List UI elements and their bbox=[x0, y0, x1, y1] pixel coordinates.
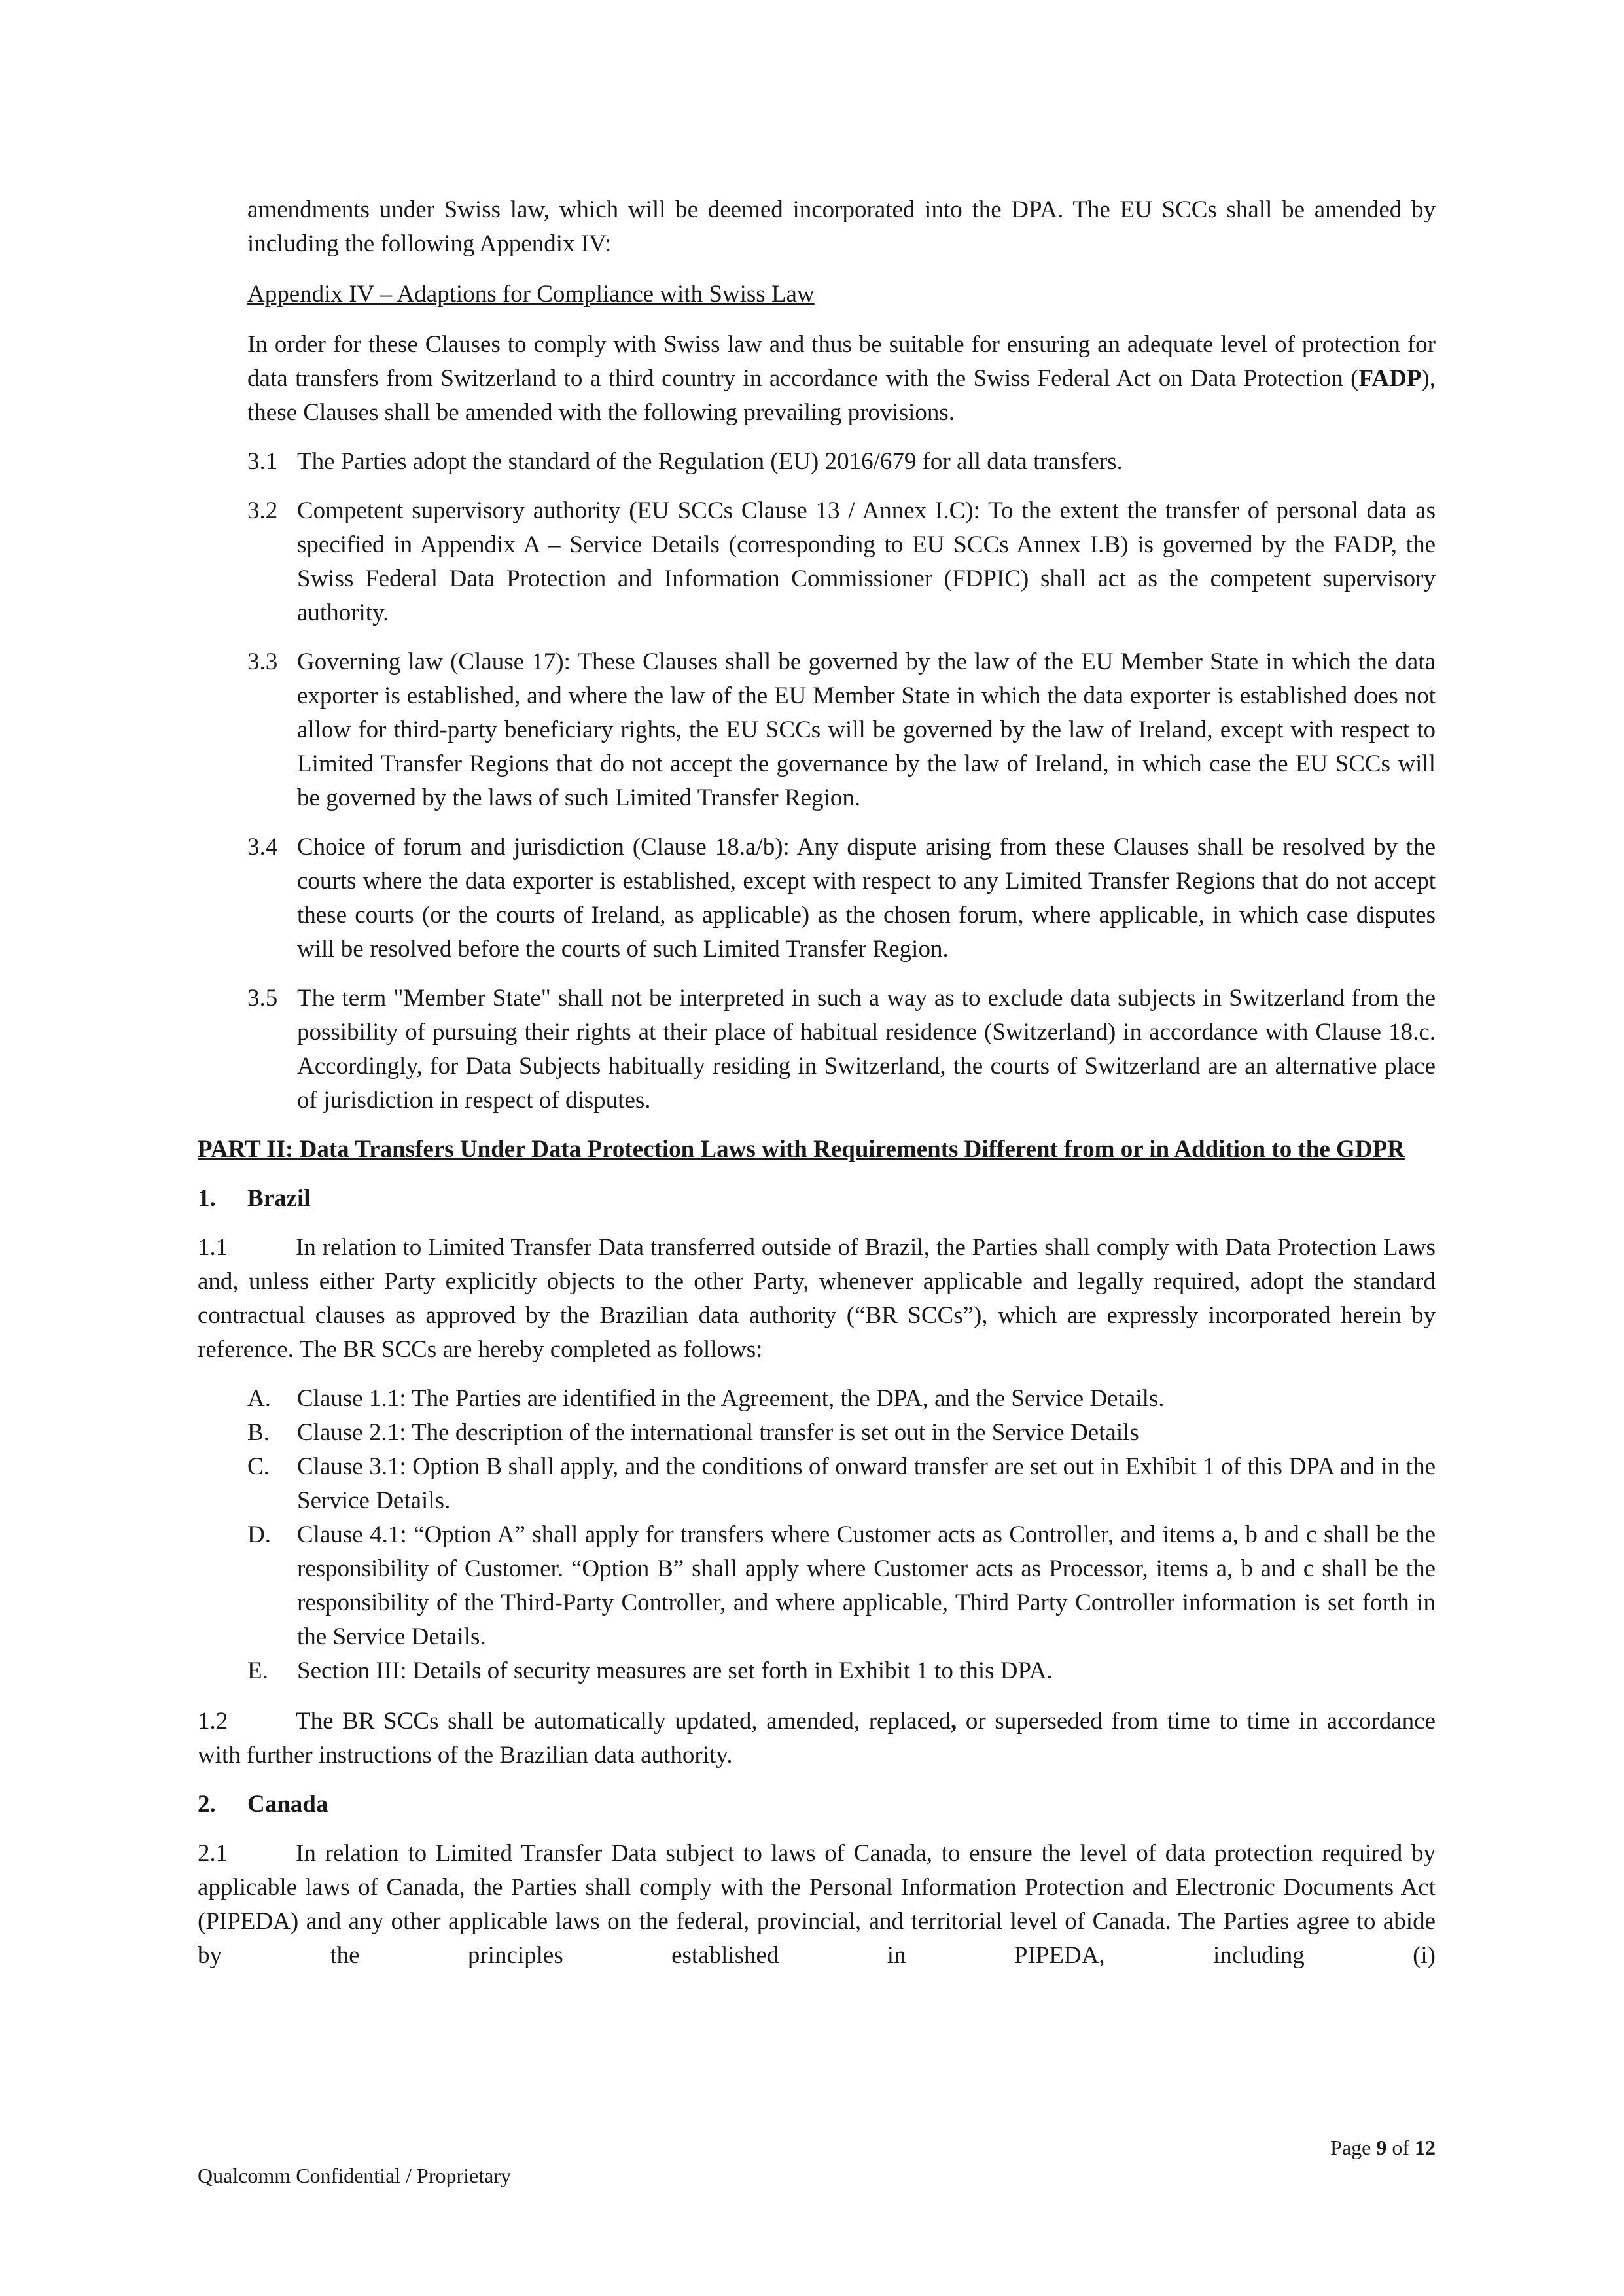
brazil-paragraph-2 bbox=[198, 1704, 1436, 1773]
item-letter: A. bbox=[247, 1385, 271, 1412]
provision-text: The Parties adopt the standard of the Regulation (EU) 2016/679 for all data transfers. bbox=[297, 448, 1123, 475]
item-text: Clause 2.1: The description of the international transfer is set out in the Service Details bbox=[297, 1419, 1139, 1446]
paragraph-text: In relation to Limited Transfer Data subject to laws of Canada, to ensure the level of data protection required by applicable laws of Canada, the Parties shall comply with the Personal Information Protection and Electronic Documents Act (PIPEDA) and any other applicable laws on the federal, provincial, and territorial level of Canada. The Parties agree to abide by the principles established in PIPEDA, including (i) bbox=[198, 1840, 1436, 1969]
item-text: Clause 1.1: The Parties are identified in the Agreement, the DPA, and the Service Details. bbox=[297, 1385, 1165, 1412]
appendix-intro-before: In order for these Clauses to comply with Swiss law and thus be suitable for ensuring an adequate level of protection for data transfers from Switzerland to a third country in accordance with the Swiss Federal Act on Data Protection ( bbox=[247, 331, 1436, 392]
provision-number: 3.1 bbox=[247, 448, 278, 475]
appendix-intro-paragraph bbox=[247, 328, 1436, 430]
page-total: 12 bbox=[1415, 2136, 1436, 2159]
confidentiality-footer: Qualcomm Confidential / Proprietary bbox=[198, 2164, 511, 2187]
section-title: Brazil bbox=[247, 1185, 311, 1212]
item-letter: D. bbox=[247, 1521, 271, 1548]
item-letter: E. bbox=[247, 1657, 268, 1684]
provision-text: The term "Member State" shall not be interpreted in such a way as to exclude data subjects in Switzerland from the possibility of pursuing their rights at their place of habitual residence (Switzerland) in accordance with Clause 18.c. Accordingly, for Data Subjects habitually residing in Switzerland, the courts of Switzerland are an alternative place of jurisdiction in respect of disputes. bbox=[297, 985, 1436, 1114]
provision-number: 3.2 bbox=[247, 497, 278, 524]
canada-heading bbox=[198, 1788, 1436, 1822]
swiss-provision-item bbox=[247, 830, 1436, 966]
provision-number: 3.5 bbox=[247, 985, 278, 1012]
paragraph-text-after: or superseded from time to time in accordance with further instructions of the Brazilian data authority. bbox=[198, 1708, 1436, 1769]
br-scc-item bbox=[247, 1518, 1436, 1654]
provision-number: 3.4 bbox=[247, 834, 278, 860]
page-number bbox=[1330, 2134, 1436, 2161]
br-scc-item bbox=[247, 1382, 1436, 1416]
intro-paragraph: amendments under Swiss law, which will be deemed incorporated into the DPA. The EU SCCs shall be amended by including the following Appendix IV: bbox=[247, 196, 1436, 257]
appendix-intro-after: ), these Clauses shall be amended with the following prevailing provisions. bbox=[247, 365, 1436, 426]
part-two-heading: PART II: Data Transfers Under Data Protection Laws with Requirements Different from or in Addition to the GDPR bbox=[198, 1136, 1405, 1163]
br-scc-item bbox=[247, 1416, 1436, 1450]
paragraph-number: 1.1 bbox=[198, 1234, 228, 1261]
appendix-title: Appendix IV – Adaptions for Compliance with Swiss Law bbox=[247, 281, 815, 308]
paragraph-number: 1.2 bbox=[198, 1708, 228, 1735]
br-scc-list bbox=[198, 1382, 1436, 1688]
brazil-heading bbox=[198, 1182, 1436, 1216]
brazil-paragraph-1 bbox=[198, 1231, 1436, 1367]
paragraph-number: 2.1 bbox=[198, 1840, 228, 1867]
swiss-provision-item bbox=[247, 494, 1436, 630]
paragraph-text-before: The BR SCCs shall be automatically updated, amended, replaced bbox=[296, 1708, 951, 1735]
document-page bbox=[198, 193, 1436, 1973]
paragraph-text: In relation to Limited Transfer Data transferred outside of Brazil, the Parties shall comply with Data Protection Laws and, unless either Party explicitly objects to the other Party, whenever applicable and legally required, adopt the standard contractual clauses as approved by the Brazilian data authority (“BR SCCs”), which are expressly incorporated herein by reference. The BR SCCs are hereby completed as follows: bbox=[198, 1234, 1436, 1363]
swiss-provision-item bbox=[247, 981, 1436, 1118]
provision-text: Choice of forum and jurisdiction (Clause 18.a/b): Any dispute arising from these Clauses shall be resolved by the courts where the data exporter is established, except with respect to any Limited Transfer Regions that do not accept these courts (or the courts of Ireland, as applicable) as the chosen forum, where applicable, in which case disputes will be resolved before the courts of such Limited Transfer Region. bbox=[297, 834, 1436, 963]
provision-number: 3.3 bbox=[247, 648, 278, 675]
item-text: Section III: Details of security measures are set forth in Exhibit 1 to this DPA. bbox=[297, 1657, 1053, 1684]
section-number: 2. bbox=[198, 1791, 216, 1818]
item-letter: C. bbox=[247, 1453, 270, 1480]
br-scc-item bbox=[247, 1654, 1436, 1688]
item-letter: B. bbox=[247, 1419, 270, 1446]
item-text: Clause 3.1: Option B shall apply, and the conditions of onward transfer are set out in Exhibit 1 of this DPA and in the Service Details. bbox=[297, 1453, 1436, 1514]
fadp-term: FADP bbox=[1358, 365, 1422, 392]
section-title: Canada bbox=[247, 1791, 328, 1818]
page-current: 9 bbox=[1376, 2136, 1387, 2159]
swiss-provision-item bbox=[247, 645, 1436, 815]
provision-text: Governing law (Clause 17): These Clauses shall be governed by the law of the EU Member State in which the data exporter is established, and where the law of the EU Member State in which the data exporter is established does not allow for third-party beneficiary rights, the EU SCCs will be governed by the law of Ireland, except with respect to Limited Transfer Regions that do not accept the governance by the law of Ireland, in which case the EU SCCs will be governed by the laws of such Limited Transfer Region. bbox=[297, 648, 1436, 811]
swiss-provisions-list bbox=[247, 445, 1436, 1118]
swiss-provision-item bbox=[247, 445, 1436, 479]
page-of: of bbox=[1386, 2136, 1415, 2159]
item-text: Clause 4.1: “Option A” shall apply for transfers where Customer acts as Controller, and items a, b and c shall be the responsibility of Customer. “Option B” shall apply where Customer acts as Processor, items a, b and c shall be the responsibility of the Third-Party Controller, and where applicable, Third Party Controller information is set forth in the Service Details. bbox=[297, 1521, 1436, 1650]
paragraph-bold-comma: , bbox=[951, 1708, 957, 1735]
canada-paragraph-1 bbox=[198, 1837, 1436, 1973]
page-prefix: Page bbox=[1330, 2136, 1377, 2159]
section-number: 1. bbox=[198, 1185, 216, 1212]
provision-text: Competent supervisory authority (EU SCCs Clause 13 / Annex I.C): To the extent the transfer of personal data as specified in Appendix A – Service Details (corresponding to EU SCCs Annex I.B) is governed by the FADP, the Swiss Federal Data Protection and Information Commissioner (FDPIC) shall act as the competent supervisory authority. bbox=[297, 497, 1436, 626]
br-scc-item bbox=[247, 1450, 1436, 1518]
